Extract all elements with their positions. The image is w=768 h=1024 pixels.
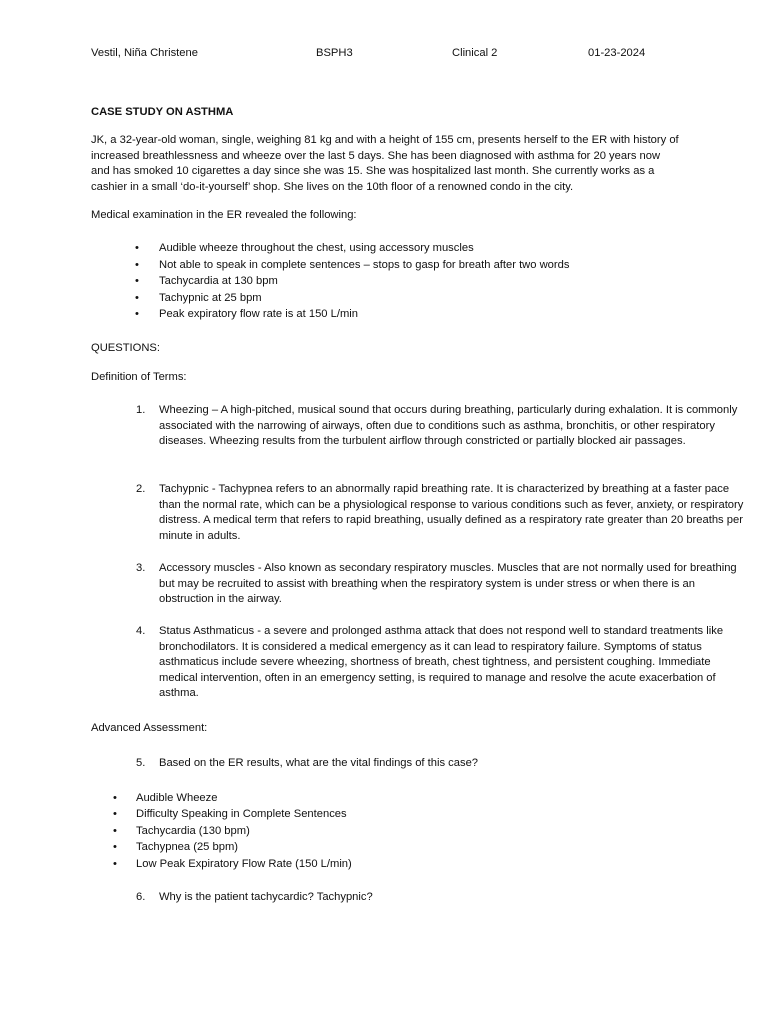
student-name: Vestil, Niña Christene <box>91 47 198 59</box>
question-6 <box>91 890 681 906</box>
question-text: Based on the ER results, what are the vital findings of this case? <box>159 757 479 769</box>
term-text: Status Asthmaticus - a severe and prolonged asthma attack that does not respond well to standard treatments like bronchodilators. It is considered a medical emergency as it can lead to respiratory failure. Symptoms of status asthmaticus include severe wheezing, shortness of breath, chest tightness, and persistent coughing. Immediate medical intervention, often in an emergency setting, is required to manage and resolve the acute exacerbation of asthma. <box>159 625 724 700</box>
list-item: • Tachycardia (130 bpm) <box>91 824 491 840</box>
definition-heading: Definition of Terms: <box>91 371 187 383</box>
term-item <box>91 624 749 702</box>
question-number: 5. <box>136 757 146 769</box>
term-item <box>91 482 749 544</box>
document-header <box>0 46 768 62</box>
list-item: • Audible wheeze throughout the chest, using accessory muscles <box>91 241 651 258</box>
vital-findings-list <box>91 791 491 873</box>
question-5 <box>91 756 681 772</box>
clinical-label: Clinical 2 <box>452 47 498 59</box>
list-item: • Peak expiratory flow rate is at 150 L/min <box>91 307 651 324</box>
list-item: • Difficulty Speaking in Complete Sentences <box>91 807 491 823</box>
questions-heading: QUESTIONS: <box>91 342 160 354</box>
term-text: Wheezing – A high-pitched, musical sound that occurs during breathing, particularly during exhalation. It is commonly associated with the narrowing of airways, often due to conditions such as asthma, bronchitis, or other respiratory diseases. Wheezing results from the turbulent airflow through constricted or partially blocked air passages. <box>159 404 738 448</box>
question-number: 6. <box>136 891 146 903</box>
list-item: • Tachypnea (25 bpm) <box>91 840 491 856</box>
question-text: Why is the patient tachycardic? Tachypnic? <box>159 891 373 903</box>
list-item: • Not able to speak in complete sentences – stops to gasp for breath after two words <box>91 258 651 275</box>
term-number: 3. <box>136 562 146 574</box>
term-number: 2. <box>136 483 146 495</box>
case-intro-paragraph: JK, a 32-year-old woman, single, weighing 81 kg and with a height of 155 cm, presents herself to the ER with history of increased breathlessness and wheeze over the last 5 days. She has been diagnosed with asthma for 20 years now and has smoked 10 cigarettes a day since she was 15. She was hospitalized last month. She currently works as a cashier in a small ‘do-it-yourself’ shop. She lives on the 10th floor of a renowned condo in the city. <box>91 134 679 193</box>
term-item <box>91 561 749 608</box>
exam-findings-list <box>91 241 651 324</box>
term-number: 1. <box>136 404 146 416</box>
document-date: 01-23-2024 <box>588 47 646 59</box>
term-text: Tachypnic - Tachypnea refers to an abnormally rapid breathing rate. It is characterized by breathing at a faster pace than the normal rate, which can be a physiological response to various conditions such as fever, anxiety, or respiratory distress. A medical term that refers to rapid breathing, usually defined as a respiratory rate greater than 20 breaths per minute in adults. <box>159 483 744 542</box>
list-item: • Tachypnic at 25 bpm <box>91 291 651 308</box>
term-item <box>91 403 749 450</box>
term-number: 4. <box>136 625 146 637</box>
list-item: • Tachycardia at 130 bpm <box>91 274 651 291</box>
exam-lead-text: Medical examination in the ER revealed the following: <box>91 209 357 221</box>
course-code: BSPH3 <box>316 47 353 59</box>
list-item: • Audible Wheeze <box>91 791 491 807</box>
term-text: Accessory muscles - Also known as secondary respiratory muscles. Muscles that are not normally used for breathing but may be recruited to assist with breathing when the respiratory system is under stress or when there is an obstruction in the airway. <box>159 562 737 606</box>
advanced-assessment-heading: Advanced Assessment: <box>91 722 208 734</box>
list-item: • Low Peak Expiratory Flow Rate (150 L/min) <box>91 857 491 873</box>
case-study-title: CASE STUDY ON ASTHMA <box>91 106 234 118</box>
